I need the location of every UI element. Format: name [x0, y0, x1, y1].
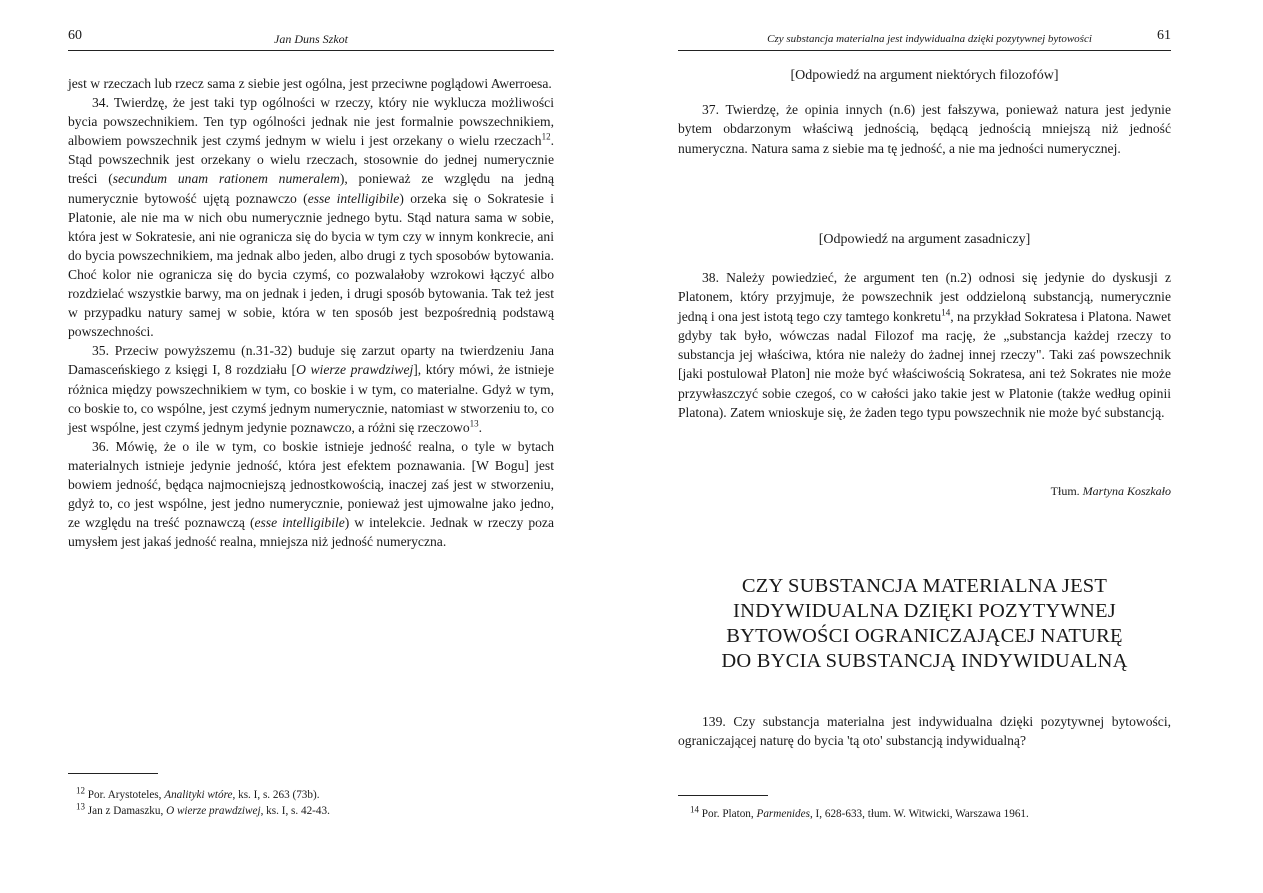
- footnote-ref[interactable]: 12: [541, 131, 551, 142]
- footnote-divider: [68, 773, 158, 774]
- paragraph-35: 35. Przeciw powyższemu (n.31-32) buduje się zarzut oparty na twierdzeniu Jana Damasceńskiego z księgi I, 8 rozdziału [O wierze prawdziwej], który mówi, że istnieje różnica między powszechnikiem w tym, co boskie i w tym, co materialne. Gdyż w tym, co boskie to, co wspólne, jest czymś jednym numerycznie, natomiast w stworzeniu to, co jest wspólne, jest czymś jednym jedynie poznawczo, a różni się rzeczowo$^{13}$.: [68, 343, 555, 435]
- paragraph-139: 139. Czy substancja materialna jest indywidualna dzięki pozytywnej bytowości, ograniczającej naturę do bycia 'tą oto' substancją indywidualną?: [678, 714, 1171, 749]
- paragraph-36: 36. Mówię, że o ile w tym, co boskie istnieje jedność realna, o tyle w bytach materialnych istnieje jedynie jedność, która jest efektem poznawania. [W Bogu] jest bowiem jedność, będąca najmocniejszą jednostkowością, inaczej zaś jest w stworzeniu, gdyż to, co jest wspólne, jest jedno numerycznie, ponieważ jest ujmowalne jako jedno, ze względu na treść poznawczą (esse intelligibile) w intelekcie. Jednak w rzeczy poza umysłem jest jakaś jedność realna, mniejsza niż jedność numeryczna.: [68, 438, 554, 550]
- translator-credit: Tłum. Martyna Koszkało: [1050, 484, 1171, 498]
- left-page: [0, 0, 631, 893]
- chapter-title: CZY SUBSTANCJA MATERIALNA JEST INDYWIDUALNA DZIĘKI POZYTYWNEJ BYTOWOŚCI OGRANICZAJĄCEJ NATURĘ DO BYCIA SUBSTANCJĄ INDYWIDUALNĄ: [721, 575, 1128, 672]
- running-head: [68, 28, 554, 51]
- page-number: 61: [1157, 28, 1171, 43]
- footnotes: [690, 806, 1170, 822]
- section-heading: [Odpowiedź na argument zasadniczy]: [818, 232, 1031, 247]
- paragraph-37: 37. Twierdzę, że opinia innych (n.6) jest fałszywa, ponieważ natura jest jedynie bytem obdarzonym właściwą jednością, będącą jednością mniejszą niż jedność numeryczna. Natura sama z siebie ma tę jedność, a nie ma jedności numerycznej.: [678, 102, 1171, 156]
- footnote-13: $^{13}$ Jan z Damaszku, O wierze prawdziwej, ks. I, s. 42-43.: [76, 801, 330, 817]
- paragraph-34: 34. Twierdzę, że jest taki typ ogólności w rzeczy, który nie wyklucza możliwości bycia powszechnikiem. Ten typ ogólności jednak nie jest formalnie powszechnikiem, albowiem powszechnik jest czymś jednym w wielu i jest orzekany o wielu rzeczach$^{12}$. Stąd powszechnik jest orzekany o wielu rzeczach, stosownie do jednej numerycznie treści (secundum unam rationem numeralem), ponieważ ze względu na jedną numerycznie bytowość ujętą poznawczo (esse intelligibile) orzeka się o Sokratesie i Platonie, ale nie ma w nich obu numerycznie jednego bytu. Stąd natura sama w sobie, która jest w Sokratesie, ani nie ogranicza się do bycia w tym czy w innym konkrecie, ani do bycia powszechnikiem, ma jednak albo jeden, albo drugi z tych sposobów bytowania. Choć kolor nie ogranicza się do bycia czymś, co pozwalałoby wzrokowi łączyć albo rozdzielać wszystkie barwy, ma on jednak i jeden, i drugi sposób bytowania. Tak też jest w przypadku natury samej w sobie, która w ten sposób jest bezpośrednią podstawą powszechności.: [68, 95, 555, 340]
- running-head-title: Jan Duns Szkot: [274, 31, 348, 46]
- footnotes: [76, 787, 556, 819]
- body-text: [68, 74, 554, 551]
- paragraph: jest w rzeczach lub rzecz sama z siebie jest ogólna, jest przeciwne poglądowi Awerroesa.: [68, 76, 552, 91]
- footnote-ref[interactable]: 13: [469, 418, 479, 429]
- running-head: [678, 28, 1171, 51]
- paragraph-38: 38. Należy powiedzieć, że argument ten (n.2) odnosi się jedynie do dyskusji z Platonem, który przyjmuje, że powszechnik jest oddzieloną substancją, numerycznie jedną i ona jest istotą tego czy tamtego konkretu$^{14}$, na przykład Sokratesa i Platona. Nawet gdyby tak było, wówczas nadal Filozof ma rację, że „substancja każdej rzeczy to substancja jej właściwa, która nie należy do żadnej innej rzeczy". Taki zaś powszechnik [jaki postulował Platon] nie może być właściwością Sokratesa, ani też Sokrates nie może przywłaszczyć sobie czegoś, co w całości jako takie jest w Platonie (także według opinii Platona). Zatem wnioskuje się, że żaden tego typu powszechnik nie może być substancją.: [678, 270, 1171, 421]
- running-head-title: Czy substancja materialna jest indywidualna dzięki pozytywnej bytowości: [767, 33, 1092, 45]
- footnote-14: $^{14}$ Por. Platon, Parmenides, I, 628-633, tłum. W. Witwicki, Warszawa 1961.: [690, 804, 1029, 820]
- section-heading: [Odpowiedź na argument niektórych filozofów]: [790, 68, 1059, 83]
- footnote-12: $^{12}$ Por. Arystoteles, Analityki wtóre, ks. I, s. 263 (73b).: [76, 785, 320, 801]
- right-page: [632, 0, 1263, 893]
- footnote-divider: [678, 795, 768, 796]
- page-number: 60: [68, 28, 82, 43]
- footnote-ref[interactable]: 14: [941, 307, 951, 318]
